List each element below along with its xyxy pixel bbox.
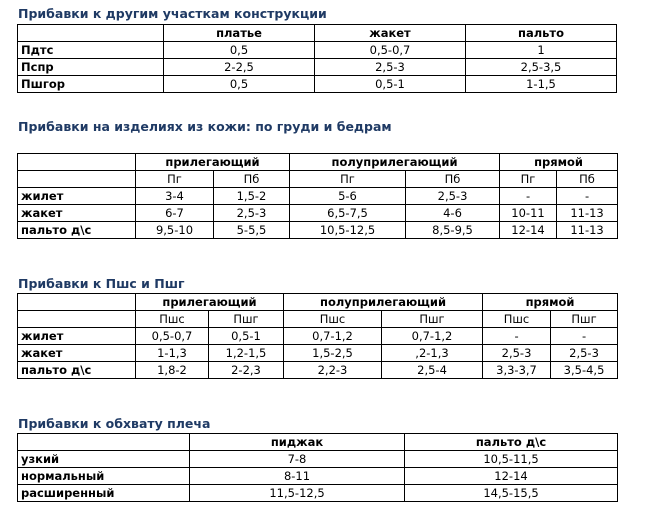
table-cell: 11,5-12,5 [190, 485, 405, 502]
row-label: узкий [18, 451, 190, 468]
table-row [18, 362, 618, 379]
table-row [18, 188, 618, 205]
table-cell: 2-2,3 [209, 362, 284, 379]
table-row [18, 468, 618, 485]
table-cell: 10,5-11,5 [405, 451, 618, 468]
group-header: прилегающий [136, 154, 290, 171]
table-cell: ,2-1,3 [382, 345, 483, 362]
header-cell: жакет [315, 25, 466, 42]
table-cell: 0,5 [164, 76, 315, 93]
section2-table [17, 153, 618, 239]
group-header: полуприлегающий [284, 294, 483, 311]
table-cell: 14,5-15,5 [405, 485, 618, 502]
header-cell: пальто [466, 25, 617, 42]
table-cell: 1 [466, 42, 617, 59]
table-cell: 1,2-1,5 [209, 345, 284, 362]
table-header-row [18, 434, 618, 451]
table-row [18, 345, 618, 362]
table-cell: 8,5-9,5 [406, 222, 500, 239]
table-cell: 0,5-0,7 [136, 328, 209, 345]
table-cell: - [500, 188, 557, 205]
table-cell: 6-7 [136, 205, 214, 222]
table-cell: - [557, 188, 618, 205]
table-cell: 3,3-3,7 [483, 362, 551, 379]
group-header: полуприлегающий [290, 154, 500, 171]
subheader-cell: Пг [136, 171, 214, 188]
section3-title: Прибавки к Пшс и Пшг [18, 276, 185, 291]
section2-title: Прибавки на изделиях из кожи: по груди и бедрам [18, 119, 392, 134]
table-header-row [18, 25, 617, 42]
section1-table [17, 24, 617, 93]
subheader-cell: Пшг [382, 311, 483, 328]
table-group-header-row [18, 294, 618, 311]
table-row [18, 205, 618, 222]
row-label: Пшгор [18, 76, 164, 93]
header-cell: пальто д\с [405, 434, 618, 451]
table-cell: 1,8-2 [136, 362, 209, 379]
section3-table [17, 293, 618, 379]
table-cell: 10,5-12,5 [290, 222, 406, 239]
row-label: расширенный [18, 485, 190, 502]
group-header: прямой [483, 294, 618, 311]
table-cell: 2,5-3,5 [466, 59, 617, 76]
table-cell: 5-5,5 [214, 222, 290, 239]
table-cell: 6,5-7,5 [290, 205, 406, 222]
table-row [18, 485, 618, 502]
row-label: Пспр [18, 59, 164, 76]
header-cell [18, 25, 164, 42]
subheader-cell: Пб [557, 171, 618, 188]
header-cell: пиджак [190, 434, 405, 451]
table-cell: 9,5-10 [136, 222, 214, 239]
row-label: пальто д\с [18, 222, 136, 239]
table-cell: 0,5-1 [315, 76, 466, 93]
table-cell: 5-6 [290, 188, 406, 205]
table-cell: 3,5-4,5 [551, 362, 618, 379]
subheader-cell: Пшс [136, 311, 209, 328]
table-group-header-row [18, 154, 618, 171]
row-label: нормальный [18, 468, 190, 485]
subheader-cell: Пшг [209, 311, 284, 328]
table-cell: 7-8 [190, 451, 405, 468]
table-cell: 1,5-2,5 [284, 345, 382, 362]
header-cell [18, 434, 190, 451]
table-cell: 2,5-4 [382, 362, 483, 379]
table-cell: - [483, 328, 551, 345]
table-cell: 12-14 [405, 468, 618, 485]
table-cell: 0,5-0,7 [315, 42, 466, 59]
table-cell: 0,7-1,2 [284, 328, 382, 345]
table-cell: 2,5-3 [551, 345, 618, 362]
row-label: жилет [18, 328, 136, 345]
table-cell: 2,5-3 [483, 345, 551, 362]
table-cell: 3-4 [136, 188, 214, 205]
row-label: жакет [18, 345, 136, 362]
table-row [18, 451, 618, 468]
table-cell: 4-6 [406, 205, 500, 222]
table-row [18, 42, 617, 59]
header-cell: платье [164, 25, 315, 42]
table-cell: 1-1,5 [466, 76, 617, 93]
subheader-cell: Пшс [284, 311, 382, 328]
table-cell: 1-1,3 [136, 345, 209, 362]
table-cell: 0,5 [164, 42, 315, 59]
table-cell: 2,5-3 [315, 59, 466, 76]
row-label: пальто д\с [18, 362, 136, 379]
table-row [18, 328, 618, 345]
table-cell: 0,7-1,2 [382, 328, 483, 345]
subheader-cell: Пшс [483, 311, 551, 328]
table-cell: 10-11 [500, 205, 557, 222]
section1-title: Прибавки к другим участкам конструкции [18, 6, 327, 21]
subheader-cell: Пшг [551, 311, 618, 328]
table-cell: 1,5-2 [214, 188, 290, 205]
section4-title: Прибавки к обхвату плеча [18, 416, 211, 431]
section4-table [17, 433, 618, 502]
subheader-cell: Пб [214, 171, 290, 188]
table-cell: 0,5-1 [209, 328, 284, 345]
table-cell: 2,5-3 [406, 188, 500, 205]
table-cell: - [551, 328, 618, 345]
subheader-cell: Пб [406, 171, 500, 188]
group-header: прилегающий [136, 294, 284, 311]
table-subheader-row [18, 171, 618, 188]
group-header: прямой [500, 154, 618, 171]
table-row [18, 76, 617, 93]
table-cell: 12-14 [500, 222, 557, 239]
table-cell: 8-11 [190, 468, 405, 485]
table-cell: 2,2-3 [284, 362, 382, 379]
table-row [18, 59, 617, 76]
table-subheader-row [18, 311, 618, 328]
subheader-cell: Пг [500, 171, 557, 188]
table-cell: 11-13 [557, 205, 618, 222]
table-row [18, 222, 618, 239]
table-cell: 2-2,5 [164, 59, 315, 76]
row-label: жилет [18, 188, 136, 205]
subheader-cell: Пг [290, 171, 406, 188]
table-cell: 11-13 [557, 222, 618, 239]
row-label: жакет [18, 205, 136, 222]
row-label: Пдтс [18, 42, 164, 59]
table-cell: 2,5-3 [214, 205, 290, 222]
